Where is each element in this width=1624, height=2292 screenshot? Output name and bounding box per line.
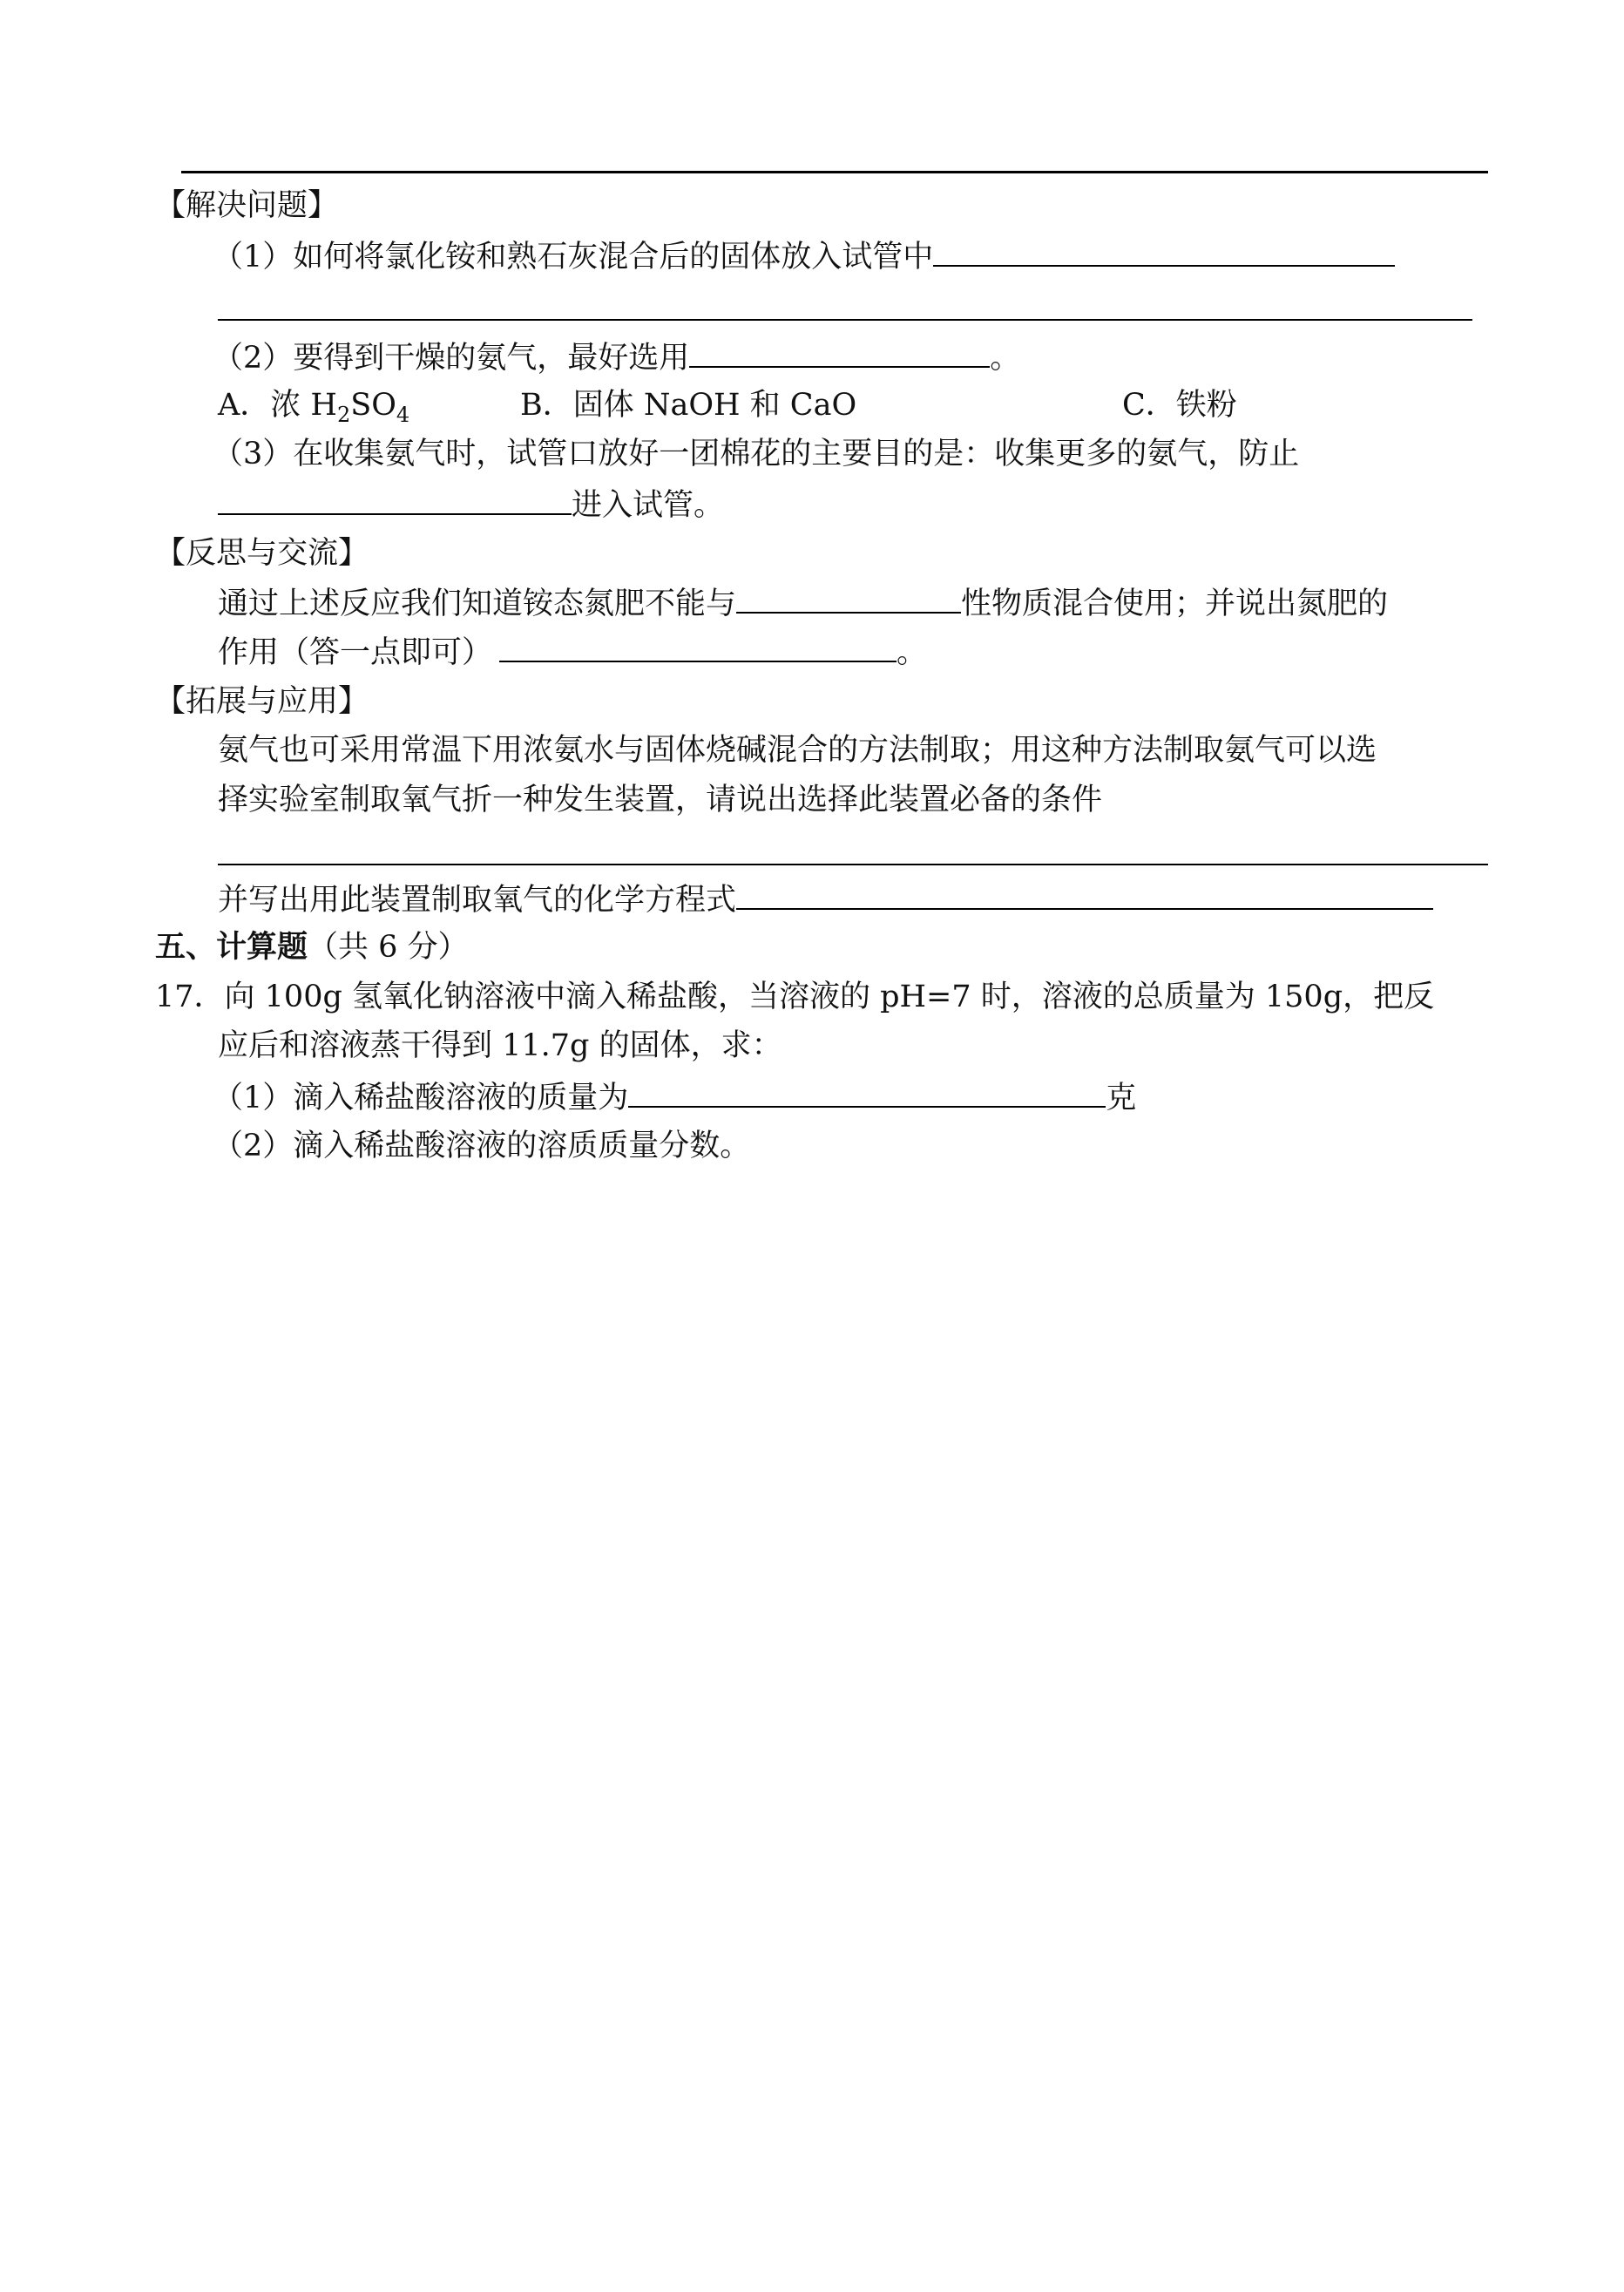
answer-blank-q17-1[interactable] (628, 1075, 1106, 1108)
extend-line-2: 择实验室制取氧气折一种发生装置，请说出选择此装置必备的条件 (218, 783, 1103, 817)
question-3-cont: 进入试管。 (218, 482, 724, 526)
answer-blank-reflect-1[interactable] (736, 580, 961, 614)
question-17-sub-1: （1）滴入稀盐酸溶液的质量为 克 (213, 1075, 1136, 1118)
section-heading-extend: 【拓展与应用】 (155, 684, 369, 719)
option-a: A．浓 $H_2SO_4$ (218, 388, 410, 427)
answer-blank-q1-line2[interactable] (218, 319, 1472, 321)
section-heading-reflect: 【反思与交流】 (155, 536, 369, 571)
answer-blank-q1[interactable] (933, 234, 1395, 267)
answer-blank-extend-equation[interactable] (736, 877, 1433, 910)
question-17-line-2: 应后和溶液蒸干得到 11.7g 的固体，求： (218, 1028, 782, 1063)
answer-blank-reflect-2[interactable] (499, 629, 897, 662)
question-17-sub-2: （2）滴入稀盐酸溶液的溶质质量分数。 (213, 1129, 751, 1163)
extend-line-1: 氨气也可采用常温下用浓氨水与固体烧碱混合的方法制取；用这种方法制取氨气可以选 (218, 733, 1377, 768)
reflect-line-1: 通过上述反应我们知道铵态氮肥不能与 性物质混合使用；并说出氮肥的 (218, 580, 1388, 624)
question-17-line-1: 17．向 100g 氢氧化钠溶液中滴入稀盐酸，当溶液的 pH=7 时，溶液的总质量为 150g，把反 (155, 980, 1435, 1014)
section-heading-calc: 五、计算题（共 6 分） (155, 929, 469, 965)
extend-line-4: 并写出用此装置制取氧气的化学方程式 (218, 877, 1433, 920)
question-2: （2）要得到干燥的氨气，最好选用 。 (213, 335, 1020, 378)
reflect-line-2: 作用（答一点即可） 。 (218, 629, 927, 673)
answer-blank-q3[interactable] (218, 482, 572, 515)
answer-blank-q2[interactable] (689, 335, 990, 368)
option-c: C．铁粉 (1122, 388, 1237, 423)
answer-blank-extend-condition[interactable] (218, 864, 1488, 865)
question-3: （3）在收集氨气时，试管口放好一团棉花的主要目的是：收集更多的氨气，防止 (213, 437, 1300, 471)
option-b: B．固体 NaOH 和 CaO (520, 388, 857, 423)
top-rule (181, 171, 1488, 173)
section-heading-solve: 【解决问题】 (155, 188, 339, 223)
question-1: （1）如何将氯化铵和熟石灰混合后的固体放入试管中 (213, 234, 1395, 277)
